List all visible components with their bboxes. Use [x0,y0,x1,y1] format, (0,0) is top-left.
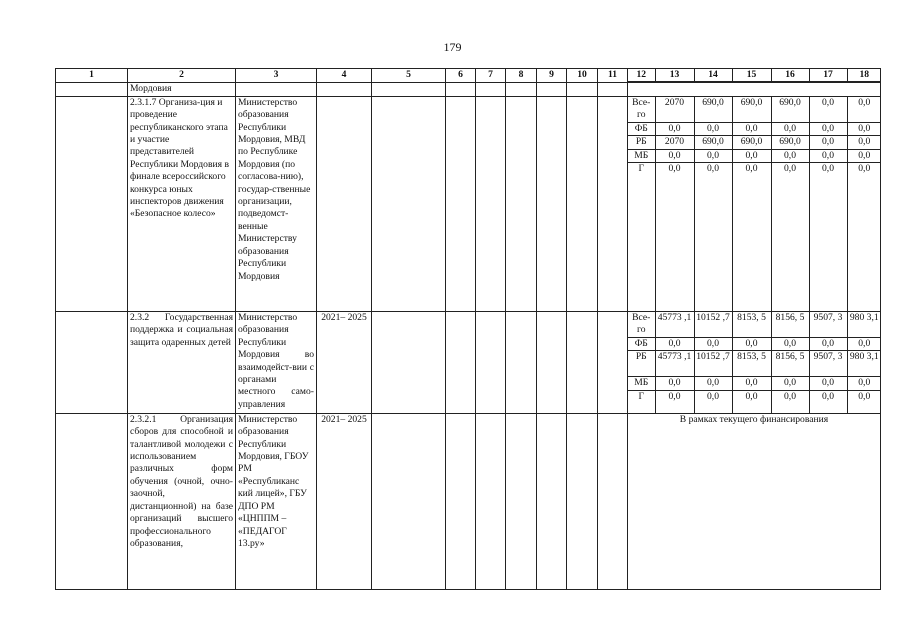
table-row [56,312,881,414]
funding-value: 0,0 [771,377,809,390]
header-cell: 7 [476,69,506,83]
funding-value: 0,0 [655,390,694,413]
funding-value: 2070 [655,136,694,149]
funding-value: 0,0 [809,390,847,413]
funding-row [628,377,881,390]
funding-value: 0,0 [732,390,771,413]
funding-row [628,149,881,162]
funding-block [628,312,881,414]
funding-source: Г [628,163,655,312]
funding-value: 0,0 [847,122,881,135]
executor: Министерство образования Республики Мордовия, МВД по Республике Мордовия (по согласова-нию), государ-ственные организации, подведомст-венные Министерству образования Республики Мордовия [236,96,317,311]
header-cell: 9 [537,69,567,83]
funding-source: МБ [628,377,655,390]
funding-value: 0,0 [655,377,694,390]
funding-value: 690,0 [732,136,771,149]
funding-source: РБ [628,351,655,377]
funding-block [628,96,881,311]
funding-source: ФБ [628,338,655,351]
period: 2021– 2025 [317,413,372,589]
period [317,96,372,311]
funding-value: 0,0 [847,377,881,390]
header-cell: 4 [317,69,372,83]
funding-value: 0,0 [694,338,732,351]
funding-value: 690,0 [694,136,732,149]
measure-name: 2.3.2.1 Организация сборов для способной и талантливой молодежи с использованием различных форм обучения (очной, очно-заочной, дистанционной) на базе организаций высшего профессионального образования, [128,413,236,589]
funding-value: 0,0 [732,122,771,135]
funding-value: 690,0 [732,97,771,123]
funding-value: 0,0 [655,149,694,162]
funding-row [628,122,881,135]
continuation-row [56,83,881,96]
funding-value: 0,0 [732,149,771,162]
table-row [56,413,881,589]
funding-value: 9507, 3 [809,351,847,377]
header-cell: 12 [628,69,655,82]
funding-value: 0,0 [655,122,694,135]
funding-value: 0,0 [771,163,809,312]
funding-value: 0,0 [771,122,809,135]
header-cell: 10 [567,69,598,83]
funding-value: 0,0 [694,163,732,312]
header-row [56,69,881,83]
funding-value: 8156, 5 [771,312,809,338]
funding-value: 10152 ,7 [694,312,732,338]
funding-row [628,136,881,149]
funding-row [628,338,881,351]
funding-source: МБ [628,149,655,162]
funding-value: 0,0 [809,136,847,149]
funding-value: 0,0 [847,136,881,149]
header-cell: 5 [372,69,446,83]
funding-value: 690,0 [771,136,809,149]
funding-value: 9507, 3 [809,312,847,338]
executor: Министерство образования Республики Мордовия, ГБОУ РМ «Республиканс кий лицей», ГБУ ДПО РМ «ЦНППМ – «ПЕДАГОГ 13.ру» [236,413,317,589]
funding-value: 0,0 [809,338,847,351]
funding-value: 45773 ,1 [655,312,694,338]
funding-value: 0,0 [732,338,771,351]
funding-value: 980 3,1 [847,312,881,338]
header-cell: 2 [128,69,236,83]
funding-value: 690,0 [771,97,809,123]
funding-value: 0,0 [694,149,732,162]
period: 2021– 2025 [317,312,372,414]
header-cell: 11 [598,69,628,83]
header-cell: 13 [655,69,694,82]
funding-row [628,97,881,123]
funding-value: 0,0 [771,338,809,351]
continuation-text: Мордовия [128,83,236,96]
header-cell: 3 [236,69,317,83]
funding-value: 0,0 [809,377,847,390]
funding-value: 0,0 [847,97,881,123]
funding-value: 0,0 [809,163,847,312]
funding-note: В рамках текущего финансирования [628,413,881,589]
funding-source: РБ [628,136,655,149]
funding-row [628,351,881,377]
funding-value: 8156, 5 [771,351,809,377]
program-table [55,68,881,590]
funding-value: 0,0 [809,122,847,135]
header-cell: 14 [694,69,732,82]
measure-name: 2.3.2 Государственная поддержка и социальная защита одаренных детей [128,312,236,414]
funding-value: 2070 [655,97,694,123]
funding-row [628,312,881,338]
funding-value: 0,0 [694,377,732,390]
funding-row [628,390,881,413]
funding-value: 0,0 [694,122,732,135]
header-cell: 8 [506,69,537,83]
funding-row [628,163,881,312]
funding-value: 0,0 [732,377,771,390]
funding-value: 0,0 [809,97,847,123]
funding-value: 0,0 [771,390,809,413]
funding-value: 0,0 [847,163,881,312]
funding-value: 0,0 [847,149,881,162]
funding-value: 0,0 [655,163,694,312]
funding-value: 0,0 [847,338,881,351]
funding-source: Все-го [628,312,655,338]
page-number: 179 [443,40,462,54]
header-cell: 16 [771,69,809,82]
funding-value: 45773 ,1 [655,351,694,377]
funding-value: 690,0 [694,97,732,123]
funding-value: 8153, 5 [732,351,771,377]
funding-value: 10152 ,7 [694,351,732,377]
header-cell: 18 [847,69,881,82]
header-cell: 15 [732,69,771,82]
header-cell: 6 [446,69,476,83]
funding-source: Все-го [628,97,655,123]
header-cell: 1 [56,69,128,83]
funding-value: 0,0 [809,149,847,162]
funding-value: 0,0 [655,338,694,351]
funding-value: 0,0 [732,163,771,312]
funding-value: 0,0 [694,390,732,413]
funding-value: 980 3,1 [847,351,881,377]
funding-source: ФБ [628,122,655,135]
table-row [56,96,881,311]
funding-source: Г [628,390,655,413]
header-funding [628,69,881,83]
funding-value: 0,0 [771,149,809,162]
measure-name: 2.3.1.7 Организа-ция и проведение республиканского этапа и участие представителей Республики Мордовия в финале всероссийского конкурса юных инспекторов движения «Безопасное колесо» [128,96,236,311]
executor: Министерство образования Республики Мордовия во взаимодейст-вии с органами местного само-управления [236,312,317,414]
funding-value: 0,0 [847,390,881,413]
funding-value: 8153, 5 [732,312,771,338]
header-cell: 17 [809,69,847,82]
